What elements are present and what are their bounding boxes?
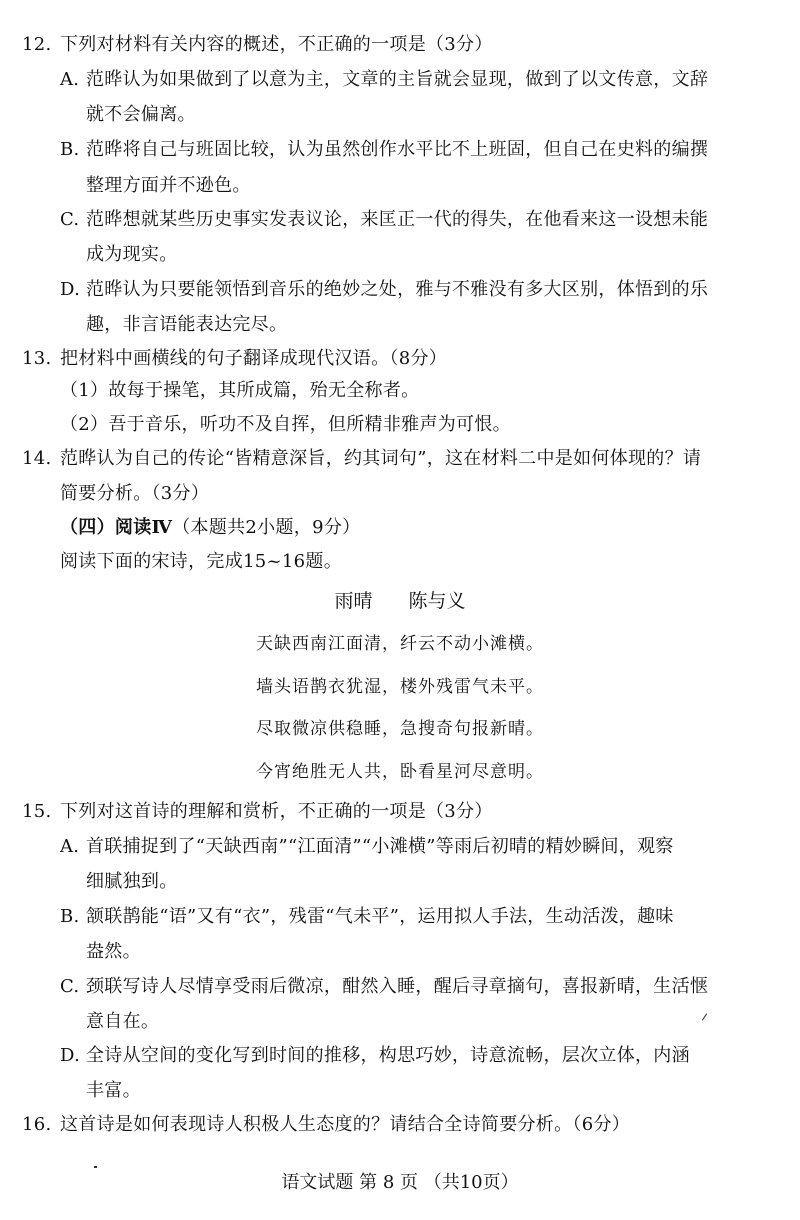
footer-subject: 语文试题 (281, 1172, 354, 1193)
scan-mark (702, 1013, 707, 1020)
question-text: 把材料中画横线的句子翻译成现代汉语。（8分） (60, 348, 448, 369)
question-number: 13. (22, 348, 52, 369)
poem-line: 天缺西南江面清，纤云不动小滩横。 (256, 634, 544, 654)
question-number: 14. (22, 448, 52, 469)
option-text: 盎然。 (86, 941, 141, 962)
page-footer (0, 1168, 800, 1194)
option-text: 成为现实。 (86, 244, 178, 265)
poem-author: 陈与义 (408, 590, 466, 612)
question-16-stem (22, 1113, 630, 1137)
section-heading (60, 516, 360, 540)
poem-line: 尽取微凉供稳睡，急搜奇句报新晴。 (256, 719, 544, 739)
option-letter: A. (60, 69, 80, 90)
option-text: 首联捕捉到了“天缺西南”“江面清”“小滩横”等雨后初晴的精妙瞬间，观察 (86, 836, 674, 857)
option-text: 范晔认为只要能领悟到音乐的绝妙之处，雅与不雅没有多大区别，体悟到的乐 (86, 279, 709, 300)
q12-option-a (60, 68, 708, 92)
option-text: 整理方面并不逊色。 (86, 175, 251, 196)
q12-option-c-cont (86, 243, 178, 267)
poem-line: 墙头语鹊衣犹湿，楼外残雷气未平。 (256, 677, 544, 697)
sub-number: （1） (60, 380, 109, 401)
q15-option-a-cont (86, 870, 178, 894)
q15-option-c (60, 975, 708, 999)
question-text: 下列对材料有关内容的概述，不正确的一项是（3分） (60, 34, 493, 55)
option-text: 意自在。 (86, 1011, 160, 1032)
q12-option-b (60, 138, 708, 162)
option-text: 范晔认为如果做到了以意为主，文章的主旨就会显现，做到了以文传意，文辞 (86, 69, 709, 90)
q13-sentence-2 (60, 413, 511, 437)
option-letter: B. (60, 139, 80, 160)
q12-option-b-cont (86, 174, 251, 198)
q15-option-b-cont (86, 940, 141, 964)
question-14-stem (22, 447, 701, 471)
poem-line: 今宵绝胜无人共，卧看星河尽意明。 (256, 762, 544, 782)
option-letter: A. (60, 836, 80, 857)
q12-option-d-cont (86, 313, 287, 337)
option-text: 颔联鹊能“语”又有“衣”，残雷“气未平”，运用拟人手法，生动活泼，趣味 (86, 906, 674, 927)
option-text: 丰富。 (86, 1080, 141, 1101)
q15-option-b (60, 905, 674, 929)
option-text: 范晔将自己与班固比较，认为虽然创作水平比不上班固，但自己在史料的编撰 (86, 139, 709, 160)
sub-number: （2） (60, 414, 109, 435)
question-12-stem (22, 33, 493, 57)
question-number: 12. (22, 34, 52, 55)
question-text: 下列对这首诗的理解和赏析，不正确的一项是（3分） (60, 801, 493, 822)
sentence-text: 故每于操笔，其所成篇，殆无全称者。 (108, 380, 420, 401)
question-number: 16. (22, 1114, 52, 1135)
q15-option-c-cont (86, 1010, 159, 1034)
q12-option-d (60, 278, 708, 302)
question-text: 简要分析。（3分） (60, 483, 210, 504)
question-number: 15. (22, 801, 52, 822)
q12-option-a-cont (86, 103, 196, 127)
q15-option-d (60, 1044, 690, 1068)
option-text: 细腻独到。 (86, 871, 178, 892)
option-text: 全诗从空间的变化写到时间的推移，构思巧妙，诗意流畅，层次立体，内涵 (86, 1045, 690, 1066)
option-letter: D. (60, 279, 81, 300)
option-letter: B. (60, 906, 80, 927)
option-text: 颈联写诗人尽情享受雨后微凉，酣然入睡，醒后寻章摘句，喜报新晴，生活惬 (86, 976, 709, 997)
question-13-stem (22, 347, 447, 371)
question-text: 范晔认为自己的传论“皆精意深旨，约其词句”，这在材料二中是如何体现的？请 (60, 448, 702, 469)
section-note: （本题共2小题，9分） (172, 517, 361, 538)
option-letter: C. (60, 976, 80, 997)
option-letter: C. (60, 209, 80, 230)
footer-page: 第 8 页 (359, 1172, 418, 1193)
q13-sentence-1 (60, 379, 419, 403)
sentence-text: 吾于音乐，听功不及自挥，但所精非雅声为可恨。 (108, 414, 511, 435)
option-text: 范晔想就某些历史事实发表议论，来匡正一代的得失，在他看来这一设想未能 (86, 209, 709, 230)
q15-option-a (60, 835, 674, 859)
section-title: （四）阅读Ⅳ (60, 517, 173, 538)
poem-title: 雨晴 (334, 590, 373, 612)
option-letter: D. (60, 1045, 81, 1066)
q15-option-d-cont (86, 1079, 141, 1103)
option-text: 趣，非言语能表达完尽。 (86, 314, 288, 335)
q12-option-c (60, 208, 708, 232)
section-instruction: 阅读下面的宋诗，完成15~16题。 (60, 551, 342, 572)
footer-total: （共10页） (423, 1172, 519, 1193)
option-text: 就不会偏离。 (86, 104, 196, 125)
poem-header (0, 586, 800, 613)
question-15-stem (22, 800, 493, 824)
question-14-stem-cont (60, 482, 209, 506)
question-text: 这首诗是如何表现诗人积极人生态度的？请结合全诗简要分析。（6分） (60, 1114, 631, 1135)
